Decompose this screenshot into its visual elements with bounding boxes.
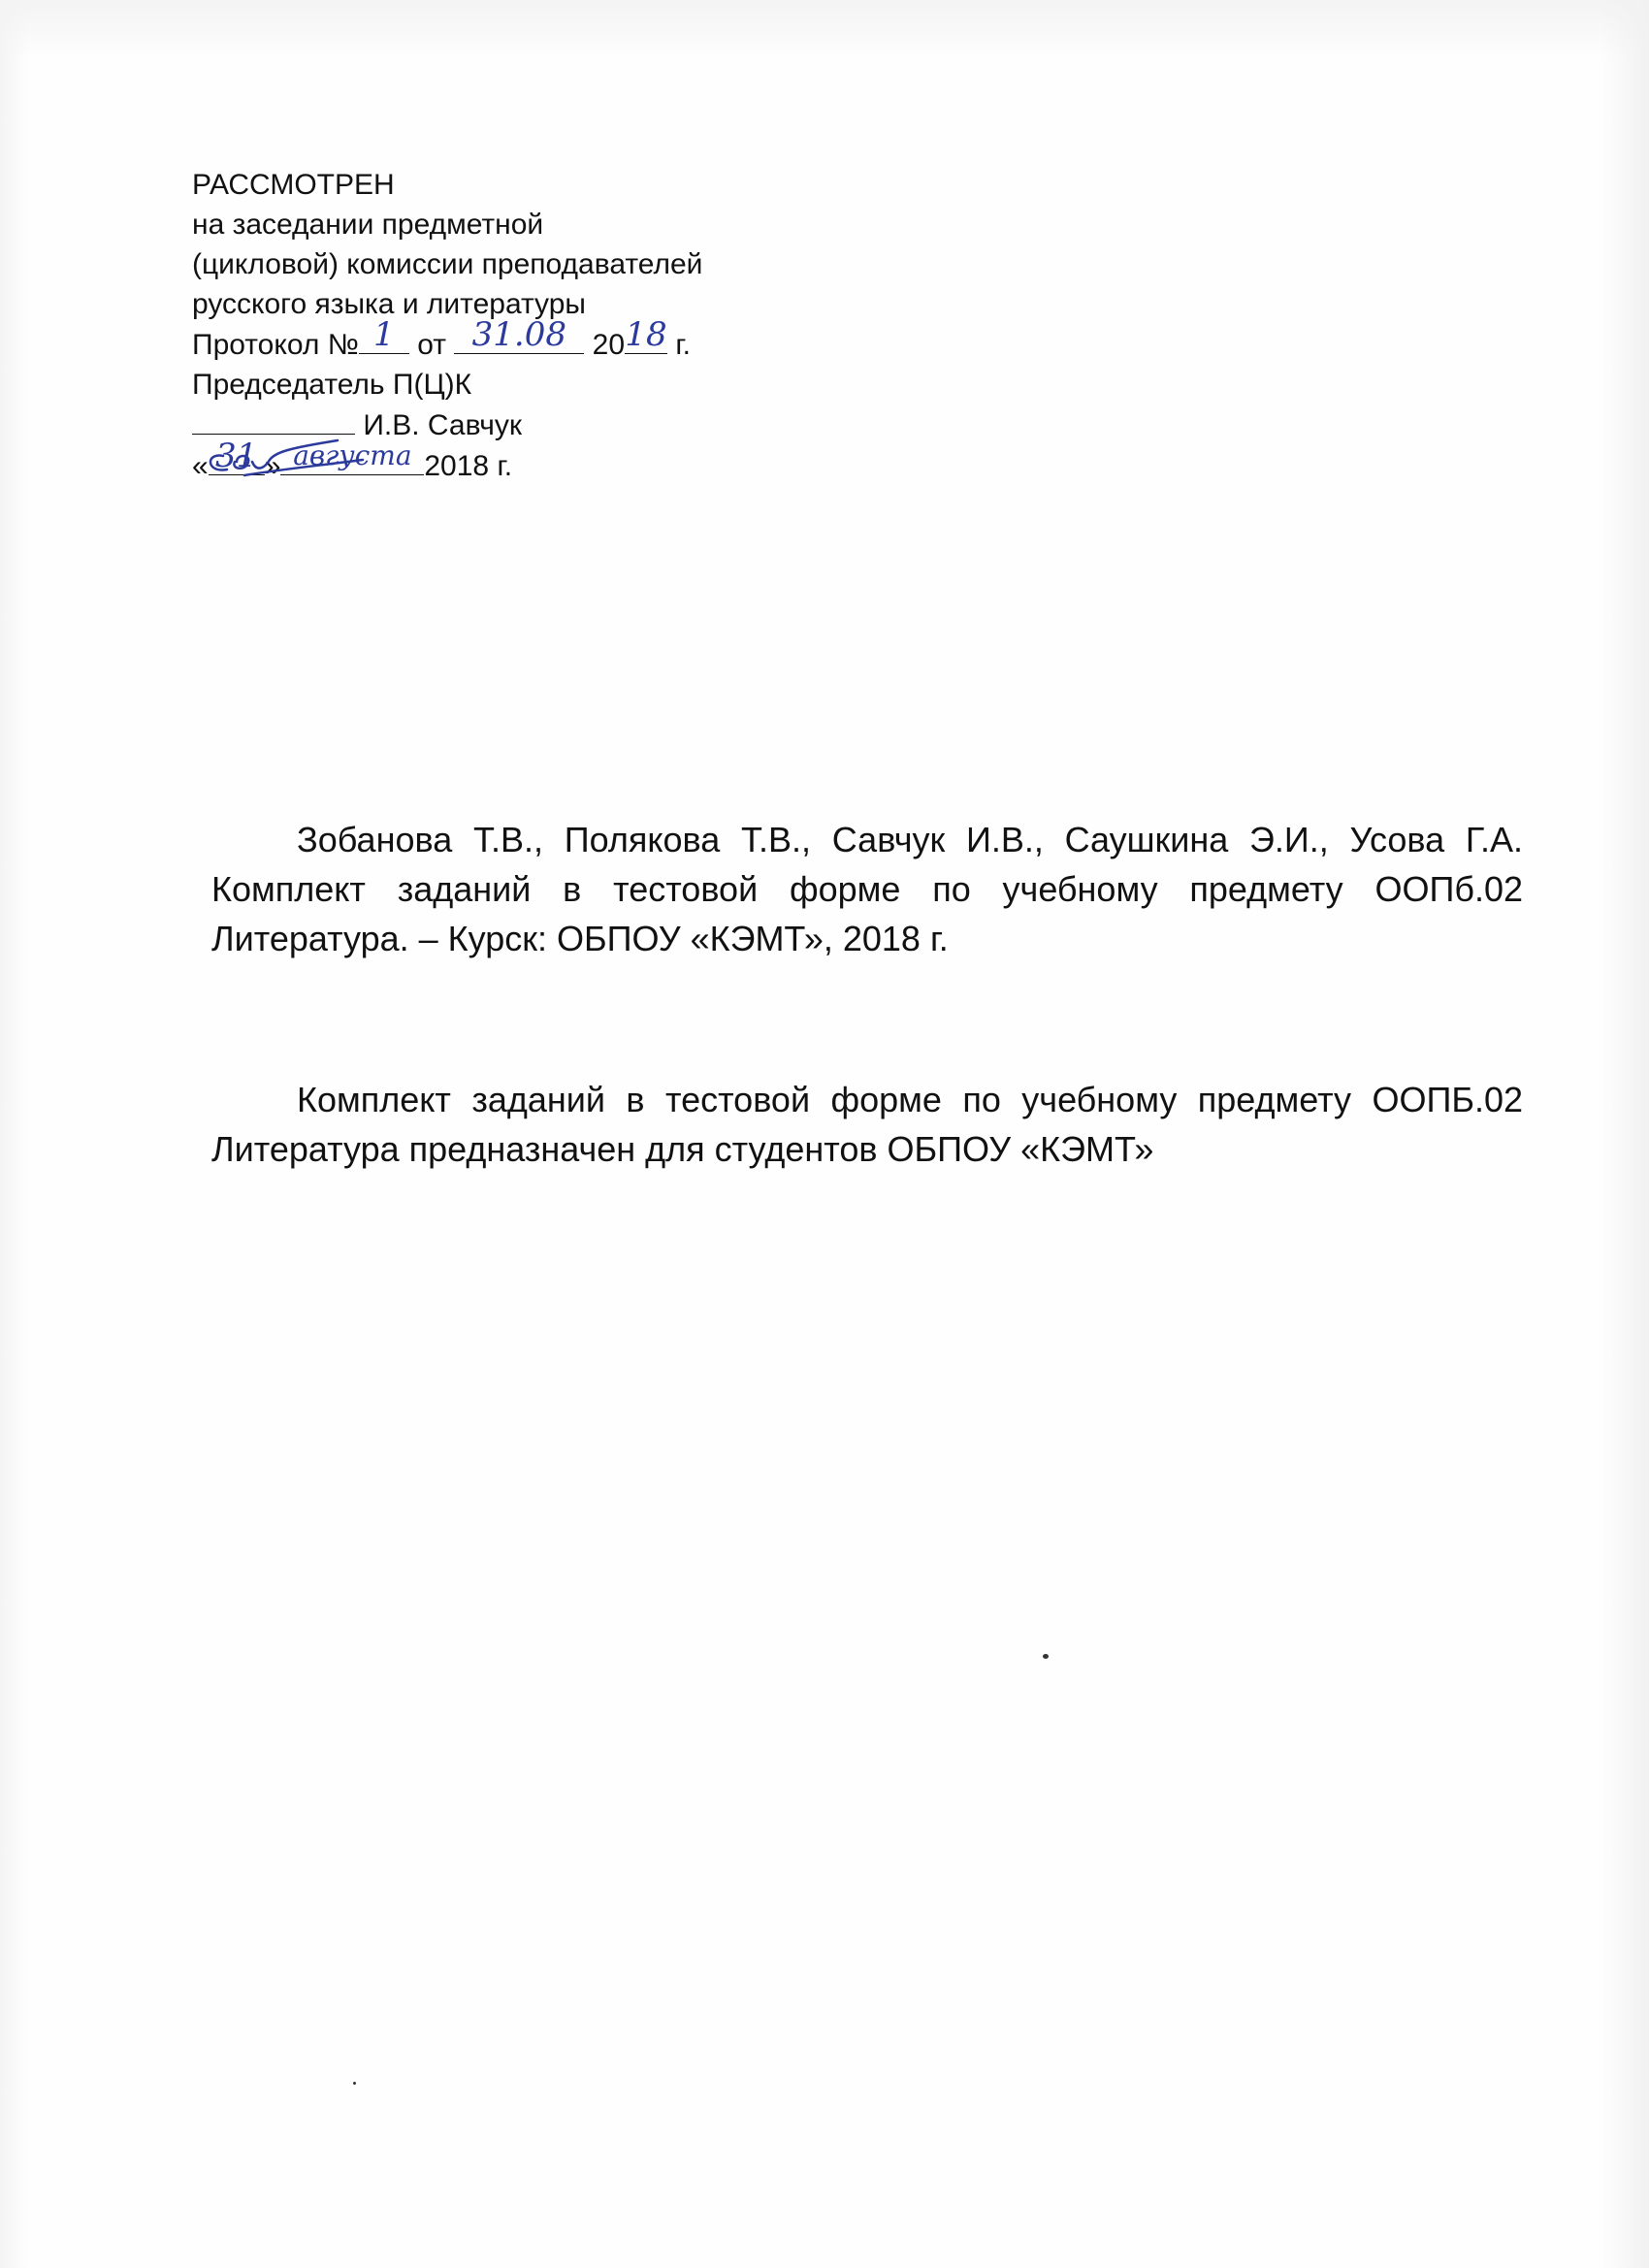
- approval-line-2: (цикловой) комиссии преподавателей: [192, 248, 703, 280]
- scan-shadow-right: [1600, 0, 1649, 2268]
- date-close-quote: »: [264, 450, 281, 482]
- protocol-number-handwritten: 1: [373, 315, 395, 354]
- date-open-quote: «: [192, 450, 209, 482]
- chair-name: И.В. Савчук: [363, 409, 522, 441]
- protocol-prefix: Протокол №: [192, 329, 359, 361]
- protocol-line: [192, 315, 823, 365]
- approval-line-3: русского языка и литературы: [192, 288, 586, 320]
- scan-speck: [1043, 1654, 1049, 1659]
- scan-shadow-left: [0, 0, 29, 2268]
- date-day-handwritten: 31: [215, 437, 258, 475]
- purpose-description: Комплект заданий в тестовой форме по учебному предмету ООПБ.02 Литература предназначен для студентов ОБПОУ «КЭМТ»: [211, 1080, 1523, 1169]
- protocol-year-handwritten: 18: [625, 315, 667, 354]
- protocol-date-handwritten: 31.08: [471, 315, 566, 354]
- date-month-handwritten: августа: [293, 439, 412, 471]
- handwritten-signature: [192, 427, 386, 485]
- protocol-year-blank: [625, 315, 667, 354]
- protocol-from: от: [417, 329, 446, 361]
- protocol-date-blank: [454, 315, 584, 354]
- scan-shadow-top: [0, 0, 1649, 58]
- bibliographic-citation: Зобанова Т.В., Полякова Т.В., Савчук И.В., Саушкина Э.И., Усова Г.А. Комплект заданий в тестовой форме по учебному предмету ООПб.02 Литература. – Курск: ОБПОУ «КЭМТ», 2018 г.: [211, 820, 1523, 958]
- approval-title: РАССМОТРЕН: [192, 169, 395, 201]
- approval-line-1: на заседании предметной: [192, 209, 544, 241]
- protocol-number-blank: [359, 315, 409, 354]
- protocol-year-unit: г.: [675, 329, 692, 361]
- date-year: 2018 г.: [424, 450, 513, 482]
- chair-label: Председатель П(Ц)К: [192, 369, 472, 401]
- protocol-year-prefix: 20: [592, 329, 626, 361]
- scan-speck: [353, 2082, 356, 2085]
